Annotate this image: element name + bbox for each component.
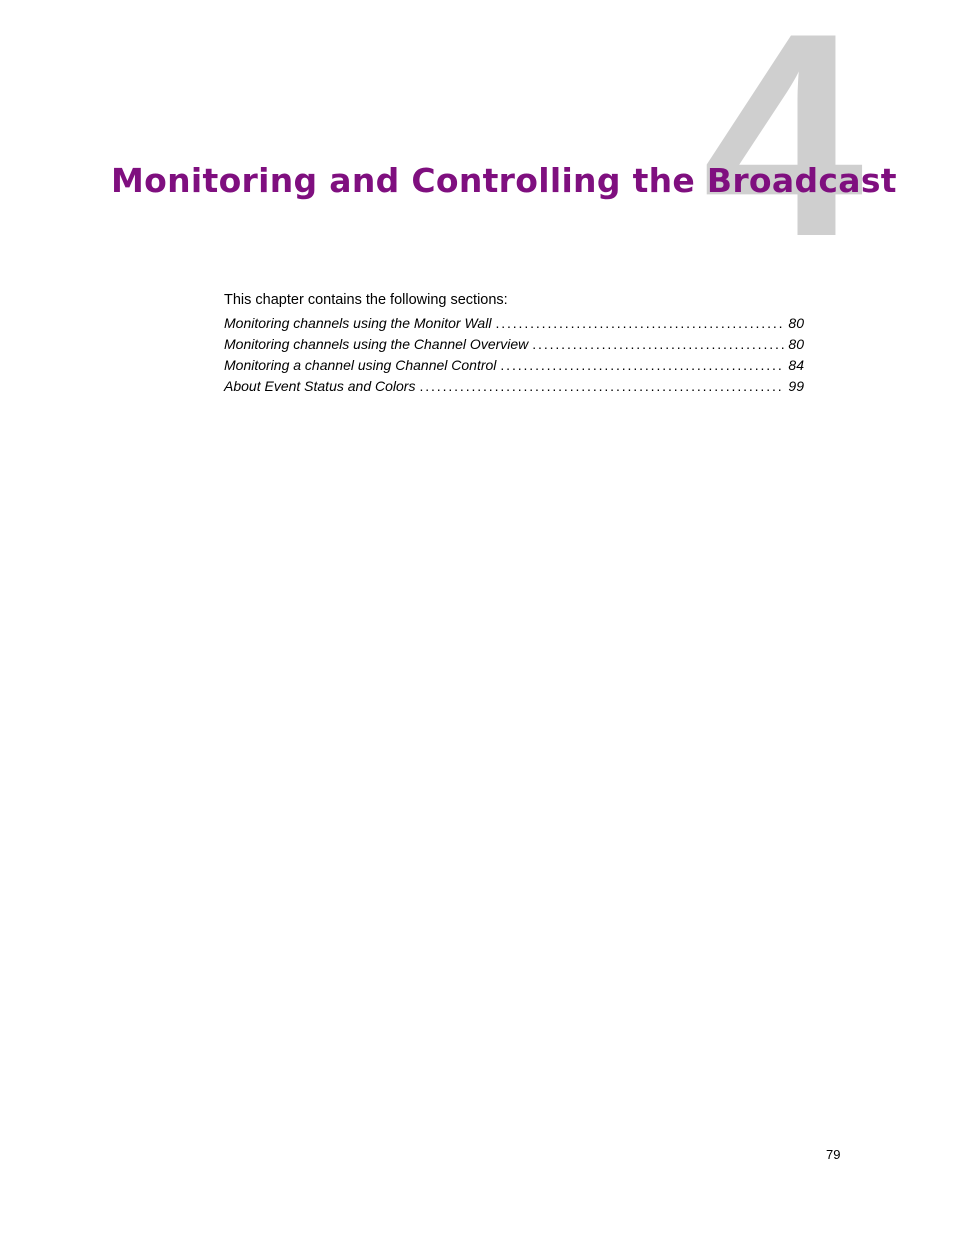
page-number: 79: [826, 1147, 841, 1162]
toc-entry[interactable]: [224, 376, 804, 397]
toc-entry-title[interactable]: Monitoring a channel using Channel Control: [224, 357, 497, 373]
toc-entry-page[interactable]: 80: [788, 336, 804, 352]
toc-leader-dots: [419, 376, 784, 397]
chapter-number: 4: [702, 0, 864, 297]
toc-leader-dots: [495, 313, 784, 334]
toc-entry[interactable]: [224, 313, 804, 334]
toc-entry[interactable]: [224, 355, 804, 376]
intro-text: This chapter contains the following sections:: [224, 292, 508, 308]
toc-entry-page[interactable]: 84: [788, 357, 804, 373]
chapter-title: Monitoring and Controlling the Broadcast: [111, 161, 897, 200]
toc-entry-page[interactable]: 80: [788, 315, 804, 331]
toc-entry-title[interactable]: Monitoring channels using the Channel Overview: [224, 336, 529, 352]
toc-leader-dots: [532, 334, 784, 355]
toc-leader-dots: [500, 355, 784, 376]
toc-entry[interactable]: [224, 334, 804, 355]
toc-entry-page[interactable]: 99: [788, 378, 804, 394]
table-of-contents: [224, 313, 804, 397]
toc-entry-title[interactable]: About Event Status and Colors: [224, 378, 416, 394]
toc-entry-title[interactable]: Monitoring channels using the Monitor Wall: [224, 315, 492, 331]
